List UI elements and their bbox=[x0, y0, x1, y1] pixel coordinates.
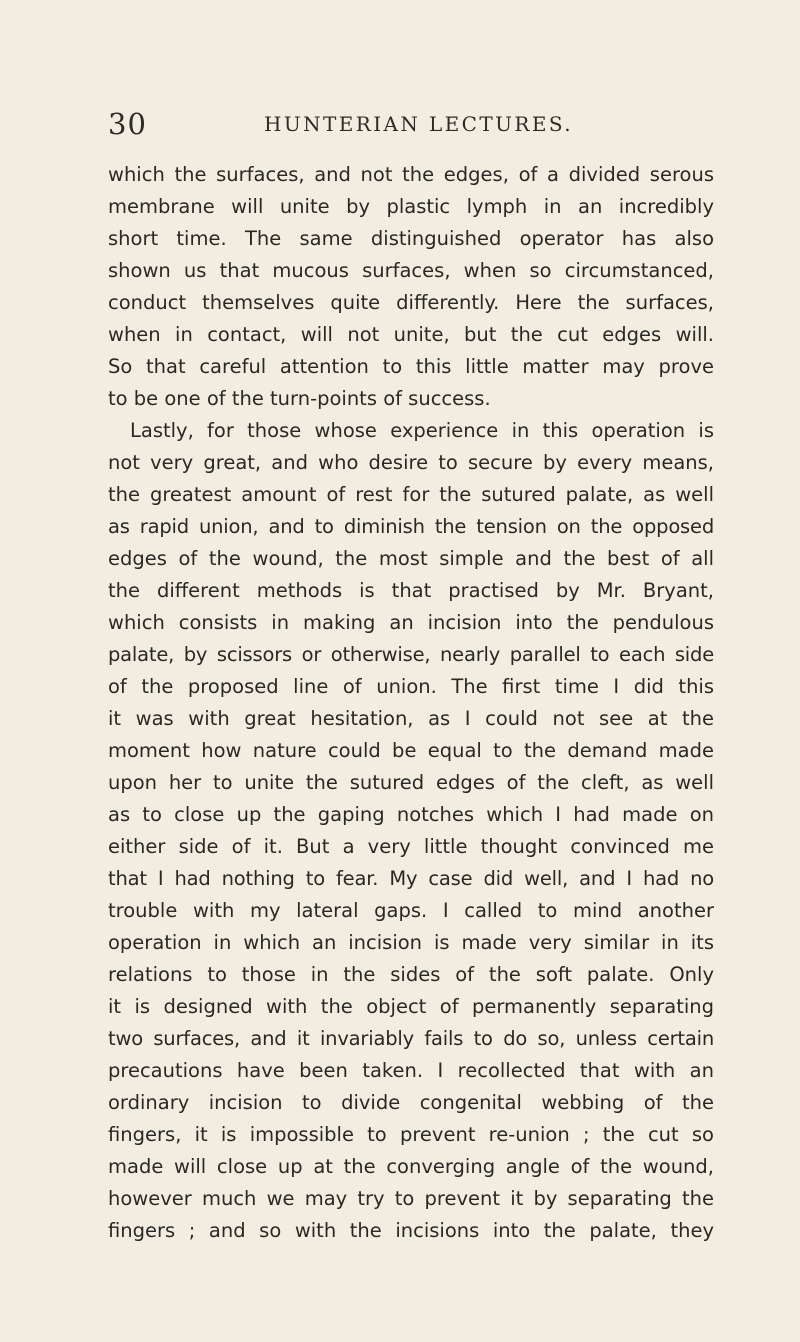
text-line-5: conduct themselves quite differently. Here the surfaces, bbox=[108, 291, 714, 314]
text-line-1: which the surfaces, and not the edges, of a divided serous bbox=[108, 163, 714, 186]
text-line-7: So that careful attention to this little matter may prove bbox=[108, 355, 714, 378]
text-line-10: not very great, and who desire to secure by every means, bbox=[108, 451, 714, 474]
text-line-9: Lastly, for those whose experience in this operation is bbox=[130, 419, 714, 442]
text-line-32: made will close up at the converging angle of the wound, bbox=[108, 1155, 714, 1178]
text-line-8: to be one of the turn-points of success. bbox=[108, 387, 491, 410]
text-line-4: shown us that mucous surfaces, when so circumstanced, bbox=[108, 259, 714, 282]
text-line-13: edges of the wound, the most simple and the best of all bbox=[108, 547, 714, 570]
text-line-33: however much we may try to prevent it by separating the bbox=[108, 1187, 714, 1210]
running-head bbox=[108, 106, 716, 146]
text-line-22: either side of it. But a very little thought convinced me bbox=[108, 835, 714, 858]
text-line-14: the different methods is that practised by Mr. Bryant, bbox=[108, 579, 714, 602]
text-line-26: relations to those in the sides of the soft palate. Only bbox=[108, 963, 714, 986]
text-line-27: it is designed with the object of permanently separating bbox=[108, 995, 714, 1018]
text-line-20: upon her to unite the sutured edges of the cleft, as well bbox=[108, 771, 714, 794]
text-line-24: trouble with my lateral gaps. I called to mind another bbox=[108, 899, 714, 922]
text-line-21: as to close up the gaping notches which I had made on bbox=[108, 803, 714, 826]
text-line-15: which consists in making an incision into the pendulous bbox=[108, 611, 714, 634]
text-line-16: palate, by scissors or otherwise, nearly parallel to each side bbox=[108, 643, 714, 666]
text-line-19: moment how nature could be equal to the demand made bbox=[108, 739, 714, 762]
text-line-6: when in contact, will not unite, but the cut edges will. bbox=[108, 323, 714, 346]
text-line-28: two surfaces, and it invariably fails to do so, unless certain bbox=[108, 1027, 714, 1050]
text-line-34: fingers ; and so with the incisions into the palate, they bbox=[108, 1219, 714, 1242]
text-line-29: precautions have been taken. I recollected that with an bbox=[108, 1059, 714, 1082]
text-line-30: ordinary incision to divide congenital webbing of the bbox=[108, 1091, 714, 1114]
text-line-23: that I had nothing to fear. My case did well, and I had no bbox=[108, 867, 714, 890]
running-title: HUNTERIAN LECTURES. bbox=[264, 112, 573, 136]
text-line-2: membrane will unite by plastic lymph in an incredibly bbox=[108, 195, 714, 218]
text-line-25: operation in which an incision is made very similar in its bbox=[108, 931, 714, 954]
text-line-31: fingers, it is impossible to prevent re-union ; the cut so bbox=[108, 1123, 714, 1146]
text-line-17: of the proposed line of union. The first time I did this bbox=[108, 675, 714, 698]
page-number: 30 bbox=[108, 107, 147, 141]
text-line-3: short time. The same distinguished operator has also bbox=[108, 227, 714, 250]
text-line-11: the greatest amount of rest for the sutured palate, as well bbox=[108, 483, 714, 506]
text-line-12: as rapid union, and to diminish the tension on the opposed bbox=[108, 515, 714, 538]
body-text bbox=[108, 159, 714, 1247]
text-line-18: it was with great hesitation, as I could not see at the bbox=[108, 707, 714, 730]
